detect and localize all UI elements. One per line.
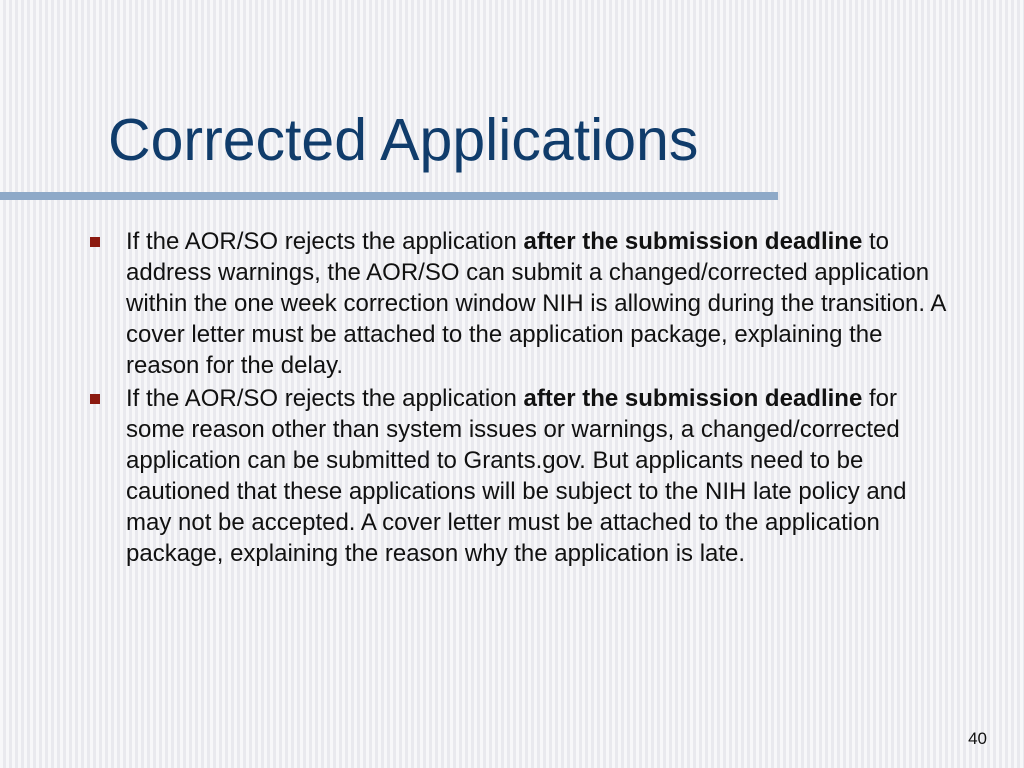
title-underline-rule [0, 192, 778, 200]
bullet-text-emphasis: after the submission deadline [523, 228, 863, 255]
page-number: 40 [968, 729, 987, 748]
bullet-text [126, 228, 945, 379]
square-bullet-icon [90, 394, 100, 404]
bullet-text-rest: for some reason other than system issues or warnings, a changed/corrected application can be submitted to Grants.gov. But applicants need to be cautioned that these applications will be subject to the NIH late policy and may not be accepted. A cover letter must be attached to the application package, explaining the reason why the application is late. [126, 385, 907, 567]
bullet-item [90, 226, 950, 381]
bullet-text [126, 385, 906, 567]
bullet-item [90, 383, 950, 569]
bullet-text-lead: If the AOR/SO rejects the application [126, 385, 524, 412]
slide-title: Corrected Applications [108, 107, 699, 173]
bullet-text-rest: to address warnings, the AOR/SO can submit a changed/corrected application within the one week correction window NIH is allowing during the transition. A cover letter must be attached to the application package, explaining the reason for the delay. [126, 228, 946, 379]
bullet-list [90, 226, 950, 571]
bullet-text-lead: If the AOR/SO rejects the application [126, 228, 524, 255]
square-bullet-icon [90, 237, 100, 247]
bullet-text-emphasis: after the submission deadline [523, 385, 863, 412]
